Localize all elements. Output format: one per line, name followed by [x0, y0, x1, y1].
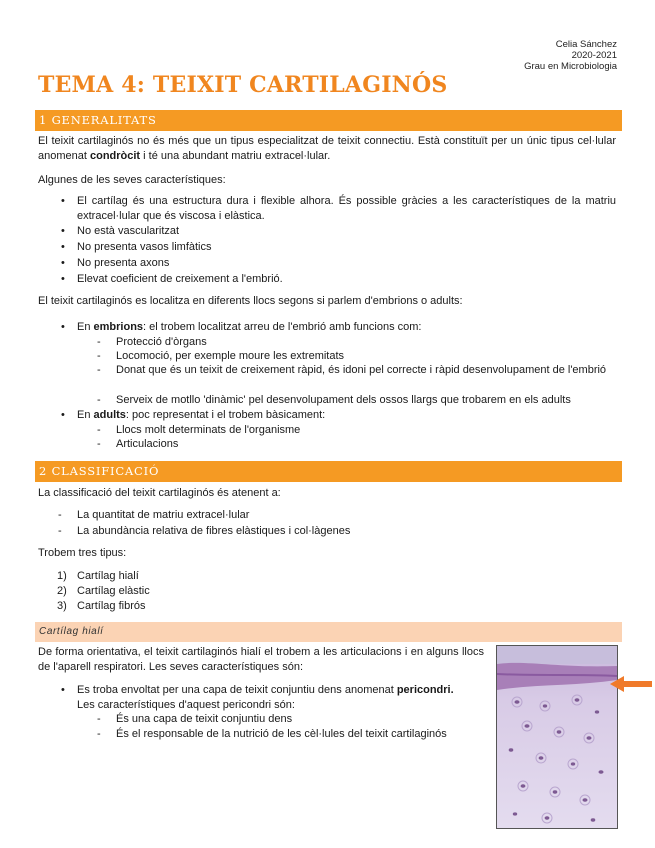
intro-text-c: i té una abundant matriu extracel·lular. — [140, 149, 331, 162]
academic-year: 2020-2021 — [571, 50, 617, 61]
adult-term: adults — [93, 409, 126, 421]
type-number: 3) — [57, 600, 67, 612]
features-intro: Algunes de les seves característiques: — [38, 174, 226, 186]
adult-location: Llocs molt determinats de l'organisme — [116, 424, 301, 436]
bullet-icon: • — [61, 273, 65, 285]
type-number: 1) — [57, 570, 67, 582]
author: Celia Sánchez — [555, 39, 617, 50]
embryo-term: embrions — [93, 321, 144, 333]
bullet-icon: • — [61, 409, 65, 421]
dash-marker: - — [97, 350, 101, 362]
embryo-item — [77, 320, 616, 335]
bullet-icon: • — [61, 684, 65, 696]
bullet-icon: • — [61, 241, 65, 253]
feature-item: No està vascularitzat — [77, 225, 180, 237]
embryo-text-c: : el trobem localitzat arreu de l'embrió amb funcions com: — [143, 321, 422, 333]
embryo-function: Serveix de motllo 'dinàmic' pel desenvolupament dels ossos llargs que trobarem en els adults — [116, 394, 571, 406]
dash-marker: - — [97, 713, 101, 725]
bullet-icon: • — [61, 257, 65, 269]
header-info — [524, 39, 617, 72]
classification-intro: La classificació del teixit cartilaginós és atenent a: — [38, 487, 281, 499]
bullet-icon: • — [61, 225, 65, 237]
intro-text-a: El teixit cartilaginós no és més que un tipus especialitzat de teixit connectiu. Està constituït per un únic tipus cel·lular anomenat — [38, 135, 616, 162]
perichondrium-detail: És el responsable de la nutrició de les cèl·lules del teixit cartilaginós — [116, 728, 447, 740]
type-number: 2) — [57, 585, 67, 597]
adult-location: Articulacions — [116, 438, 179, 450]
location-intro: El teixit cartilaginós es localitza en diferents llocs segons si parlem d'embrions o adults: — [38, 295, 463, 307]
dash-marker: - — [97, 364, 101, 376]
section-heading-classificacio: 2 CLASSIFICACIÓ — [35, 461, 622, 482]
dash-marker: - — [97, 424, 101, 436]
page-title: TEMA 4: TEIXIT CARTILAGINÓS — [38, 72, 448, 98]
embryo-function: Protecció d'òrgans — [116, 336, 207, 348]
peri-text-c: Les característiques d'aquest pericondri són: — [77, 698, 295, 711]
feature-item: El cartílag és una estructura dura i flexible alhora. És possible gràcies a les característiques de la matriu extracel·lular que és viscosa i elàstica. — [77, 195, 616, 222]
embryo-function: Locomoció, per exemple moure les extremitats — [116, 350, 345, 362]
types-intro: Trobem tres tipus: — [38, 547, 127, 559]
peri-term: pericondri. — [396, 684, 454, 696]
perichondrium-item — [77, 683, 487, 712]
intro-paragraph — [38, 134, 616, 163]
feature-item: No presenta axons — [77, 257, 170, 269]
arrow-left-icon — [610, 676, 652, 692]
dash-marker: - — [58, 525, 62, 537]
criteria-item: La abundància relativa de fibres elàstiques i col·làgenes — [77, 525, 351, 537]
embryo-function: Donat que és un teixit de creixement ràpid, és idoni pel correcte i ràpid desenvolupament de l'embrió — [116, 364, 607, 376]
type-item: Cartílag hialí — [77, 570, 139, 582]
type-item: Cartílag fibrós — [77, 600, 146, 612]
type-item: Cartílag elàstic — [77, 585, 150, 597]
dash-marker: - — [58, 509, 62, 521]
perichondrium-detail: És una capa de teixit conjuntiu dens — [116, 713, 293, 725]
adult-item — [77, 408, 616, 423]
dash-marker: - — [97, 336, 101, 348]
dash-marker: - — [97, 728, 101, 740]
degree: Grau en Microbiologia — [524, 61, 617, 72]
adult-text-a: En — [77, 409, 94, 421]
adult-text-c: : poc representat i el trobem bàsicament: — [125, 409, 326, 421]
dash-marker: - — [97, 394, 101, 406]
criteria-item: La quantitat de matriu extracel·lular — [77, 509, 250, 521]
bullet-icon: • — [61, 321, 65, 333]
feature-item: Elevat coeficient de creixement a l'embrió. — [77, 273, 283, 285]
dash-marker: - — [97, 438, 101, 450]
feature-item: No presenta vasos limfàtics — [77, 241, 212, 253]
embryo-text-a: En — [77, 321, 94, 333]
intro-term-condrocit: condròcit — [89, 149, 141, 162]
hyaline-cartilage-micrograph — [496, 645, 618, 829]
section-heading-generalitats: 1 GENERALITATS — [35, 110, 622, 131]
bullet-icon: • — [61, 195, 65, 207]
hyaline-paragraph: De forma orientativa, el teixit cartilaginós hialí el trobem a les articulacions i en alguns llocs de l'aparell respiratori. Les seves característiques són: — [38, 646, 484, 673]
subsection-heading-hyaline: Cartílag hialí — [35, 622, 622, 642]
peri-text-a: Es troba envoltat per una capa de teixit conjuntiu dens anomenat — [77, 684, 397, 696]
